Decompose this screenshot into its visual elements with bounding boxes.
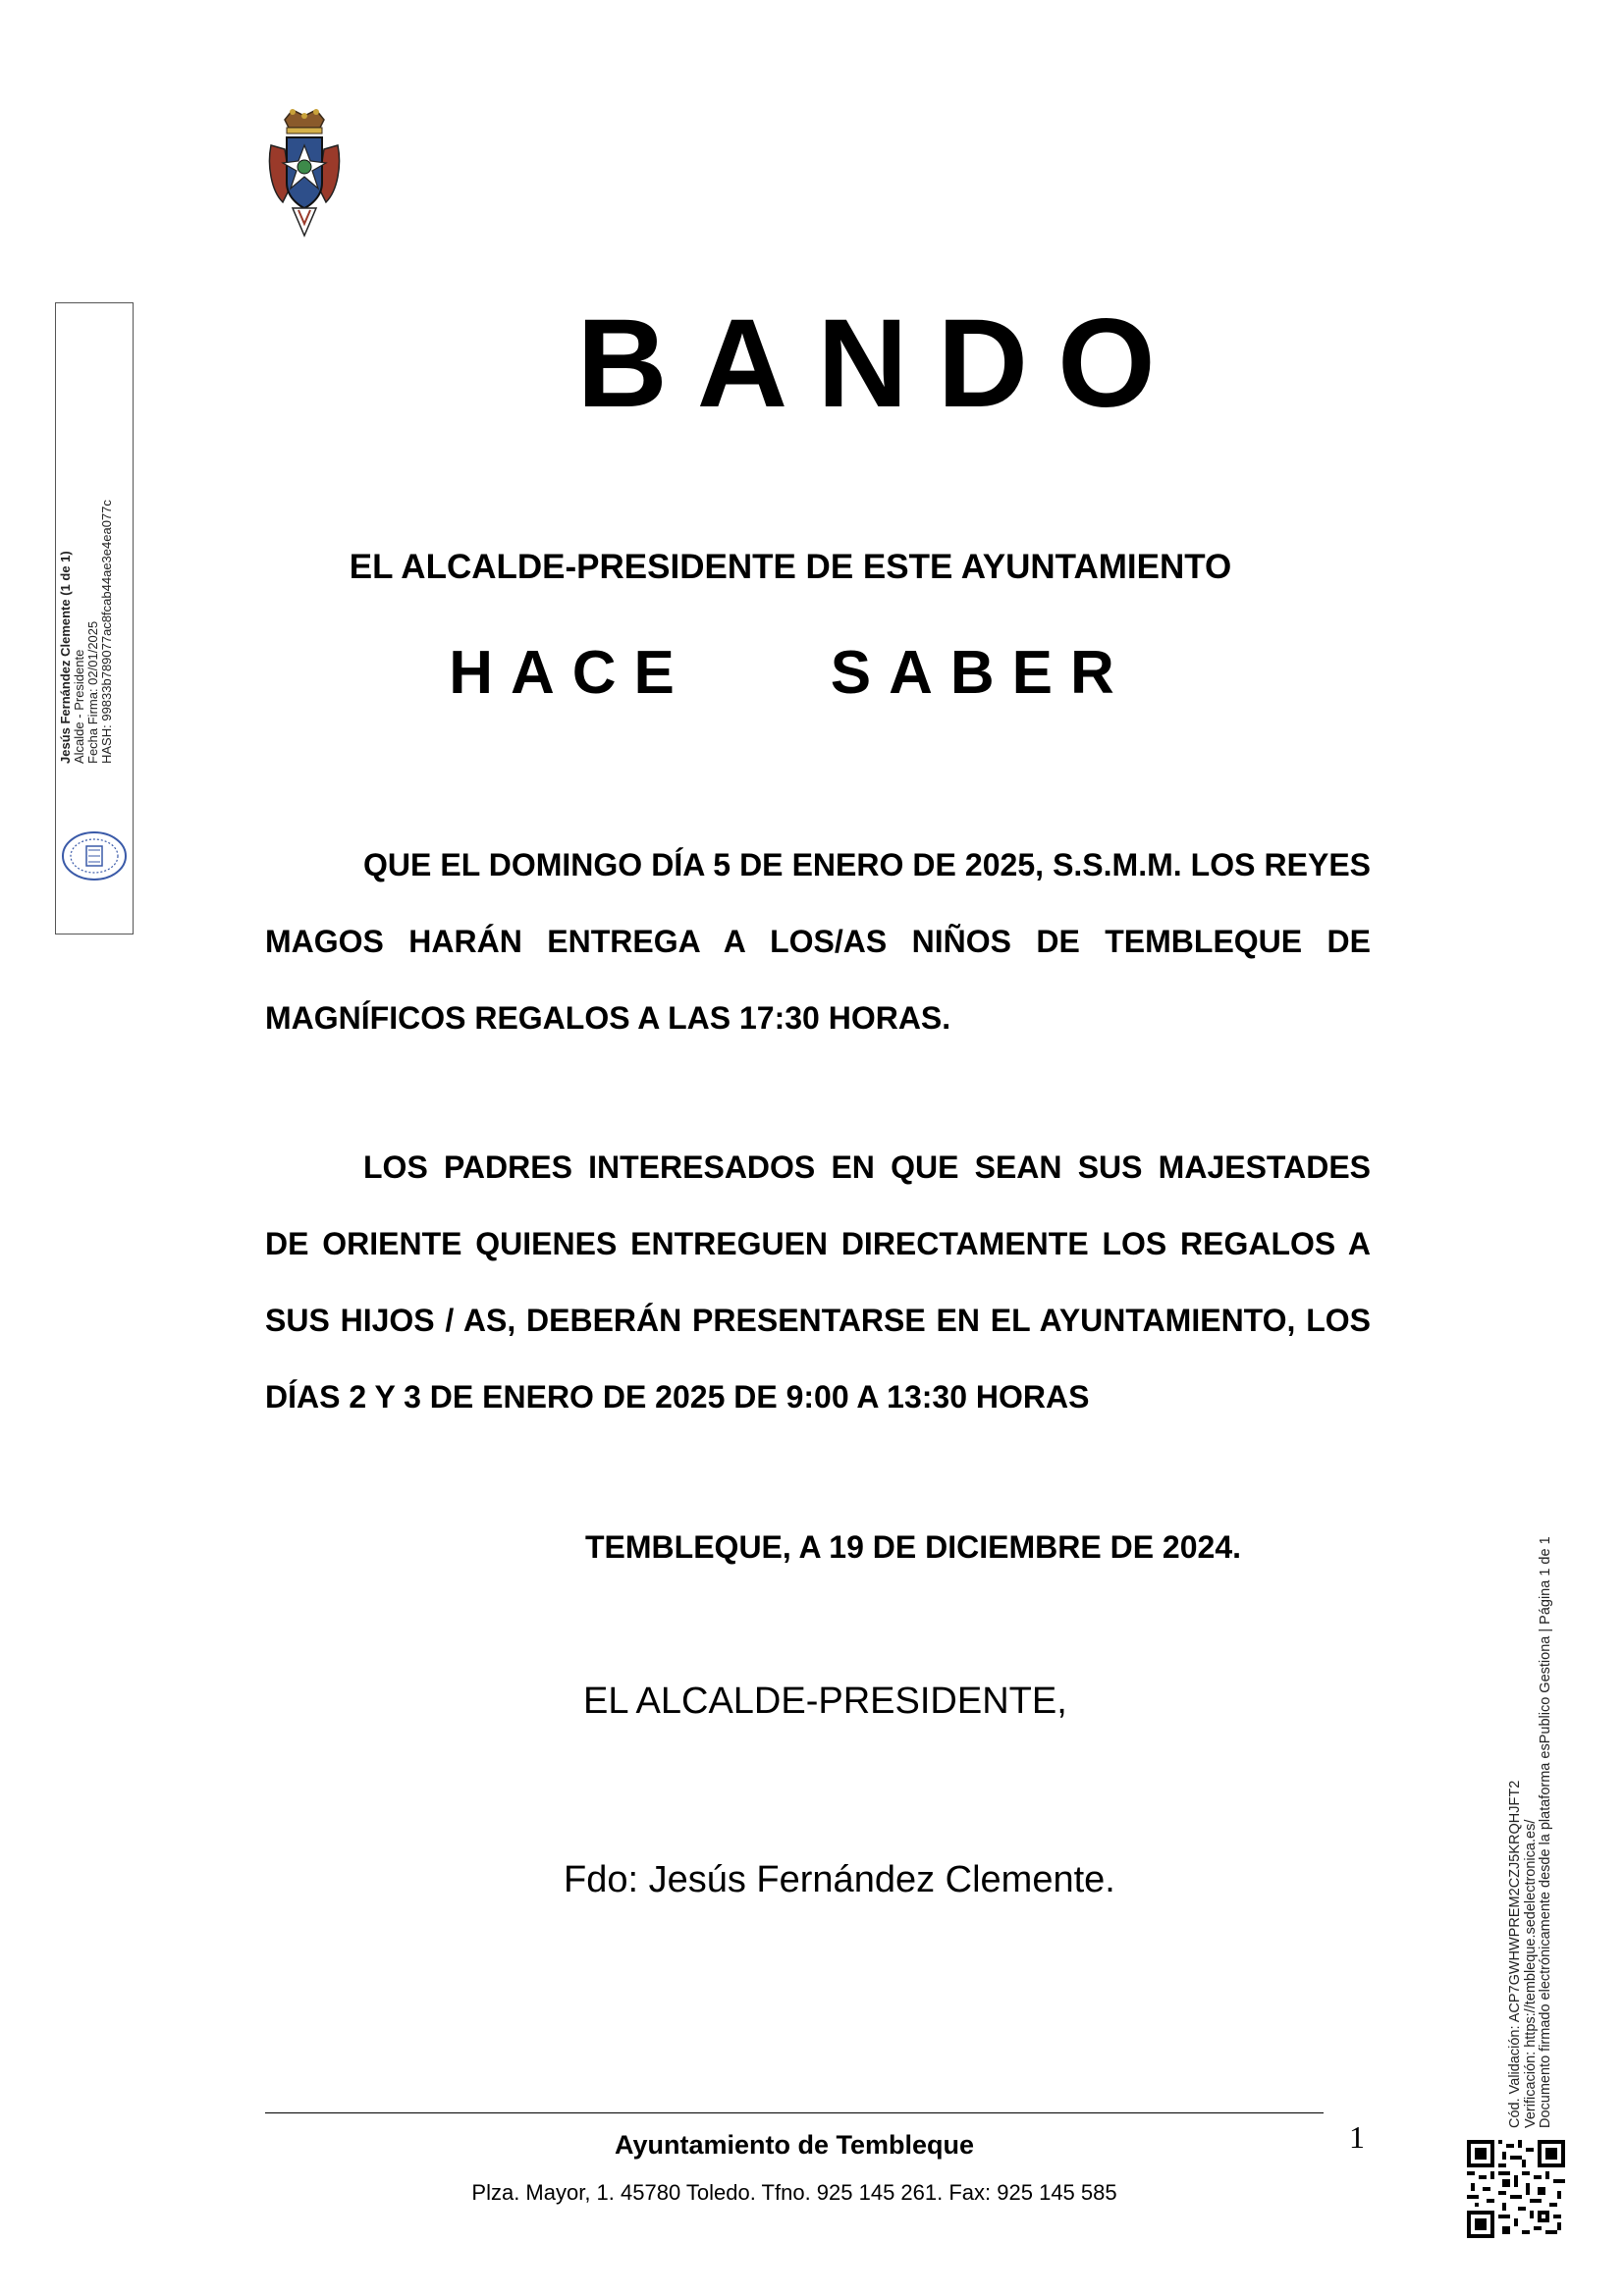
paragraph-1-text: QUE EL DOMINGO DÍA 5 DE ENERO DE 2025, S.S.M.M. LOS REYES MAGOS HARÁN ENTREGA A LOS/AS NIÑOS DE TEMBLEQUE DE MAGNÍFICOS REGALOS A LAS 17:30 HORAS. (265, 847, 1371, 1036)
signature-strip-text (59, 469, 137, 764)
signature-hash: HASH: 99833b789077ac8fcab44ae3e4ea077c (99, 500, 114, 764)
document-title: BANDO (576, 294, 1185, 434)
validation-strip (1508, 1441, 1587, 2128)
signature-date: Fecha Firma: 02/01/2025 (85, 620, 100, 764)
footer-organization: Ayuntamiento de Tembleque (614, 2130, 975, 2160)
issuer-heading: EL ALCALDE-PRESIDENTE DE ESTE AYUNTAMIENTO (349, 548, 1232, 586)
validation-code: Cód. Validación: ACP7GWHWPREM2CZJ5KRQHJFT2 (1507, 1780, 1523, 2128)
electronic-signature-note: Documento firmado electrónicamente desde la plataforma esPublico Gestiona | Página 1 de 1 (1538, 1536, 1553, 2128)
verification-url: Verificación: https://tembleque.sedelectronica.es/ (1522, 1819, 1539, 2128)
qr-code-icon[interactable] (1467, 2140, 1565, 2238)
signer-role: Alcalde - Presidente (72, 649, 86, 764)
paragraph-2 (265, 1129, 1371, 1435)
footer-divider (265, 2112, 1324, 2113)
coat-of-arms-icon (263, 106, 346, 240)
place-date: TEMBLEQUE, A 19 DE DICIEMBRE DE 2024. (585, 1529, 1241, 1565)
signer-title: EL ALCALDE-PRESIDENTE, (583, 1681, 1067, 1722)
page-number: 1 (1349, 2119, 1365, 2155)
paragraph-2-text: LOS PADRES INTERESADOS EN QUE SEAN SUS MAJESTADES DE ORIENTE QUIENES ENTREGUEN DIRECTAMENTE LOS REGALOS A SUS HIJOS / AS, DEBERÁN PRESENTARSE EN EL AYUNTAMIENTO, LOS DÍAS 2 Y 3 DE ENERO DE 2025 DE 9:00 A 13:30 HORAS (265, 1149, 1371, 1415)
signer-name: Fdo: Jesús Fernández Clemente. (564, 1859, 1115, 1900)
official-seal-icon (61, 830, 128, 881)
signer-line: Jesús Fernández Clemente (1 de 1) (58, 551, 73, 764)
announcement-heading: HACE SABER (449, 639, 1132, 707)
footer-address: Plza. Mayor, 1. 45780 Toledo. Tfno. 925 145 261. Fax: 925 145 585 (471, 2180, 1117, 2205)
paragraph-1 (265, 827, 1371, 1056)
